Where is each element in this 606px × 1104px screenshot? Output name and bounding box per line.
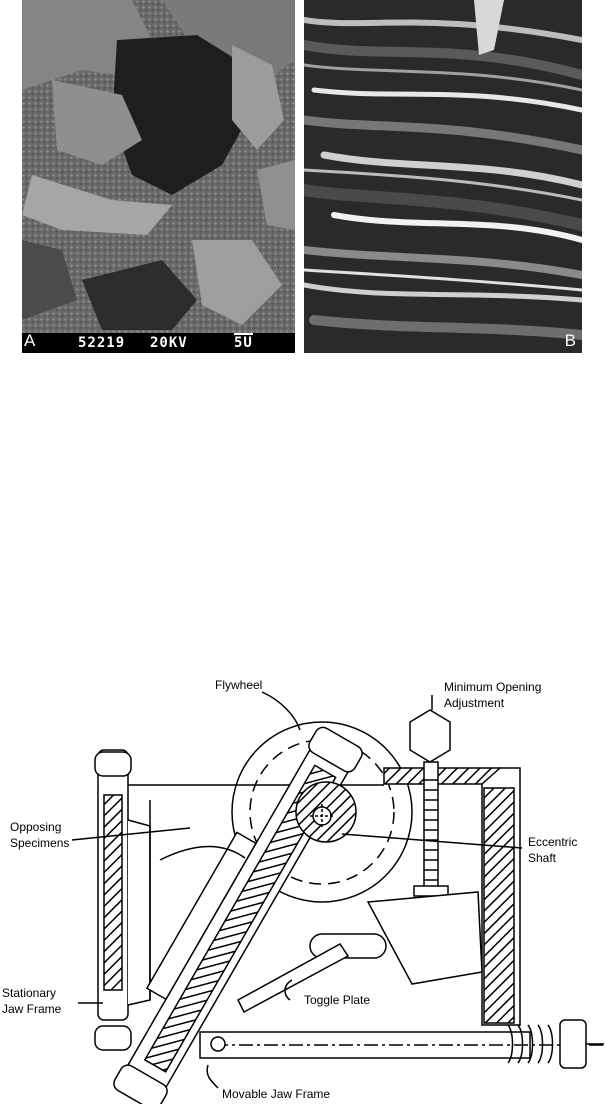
sem-micrograph-b (304, 0, 582, 353)
accelerating-voltage: 20KV (150, 335, 188, 351)
eccentric-shaft-label-1: Eccentric (528, 835, 578, 849)
flywheel-label: Flywheel (215, 678, 263, 692)
stationary-jaw-label-1: Stationary (2, 986, 57, 1000)
adjustment-nut (410, 710, 450, 762)
micrograph-id: 52219 (78, 335, 126, 351)
micrograph-b-image (304, 0, 582, 353)
adjustment-screw (424, 762, 438, 892)
opposing-specimens-label-1: Opposing (10, 820, 62, 834)
stationary-jaw-hatch (104, 795, 122, 990)
min-opening-label-2: Adjustment (444, 696, 505, 710)
panel-letter-a: A (24, 331, 36, 350)
wedge-block (368, 892, 482, 984)
eccentric-shaft-label-2: Shaft (528, 851, 557, 865)
stationary-bottom-bolt (95, 1026, 131, 1050)
right-frame-top (384, 768, 500, 784)
jaw-crusher-diagram (0, 670, 606, 1104)
right-frame-wall (484, 788, 514, 1023)
scale-bar: 5U (234, 335, 253, 351)
stationary-top-bolt (95, 752, 131, 776)
panel-letter-b: B (564, 331, 576, 350)
opposing-specimens-label-2: Specimens (10, 836, 70, 850)
min-opening-label-1: Minimum Opening (444, 680, 542, 694)
movable-jaw-label: Movable Jaw Frame (222, 1087, 331, 1101)
toggle-plate-label: Toggle Plate (304, 993, 371, 1007)
sem-micrograph-a (22, 0, 295, 353)
stationary-jaw-label-2: Jaw Frame (2, 1002, 62, 1016)
micrograph-a-image (22, 0, 295, 353)
tension-nut (560, 1020, 586, 1068)
